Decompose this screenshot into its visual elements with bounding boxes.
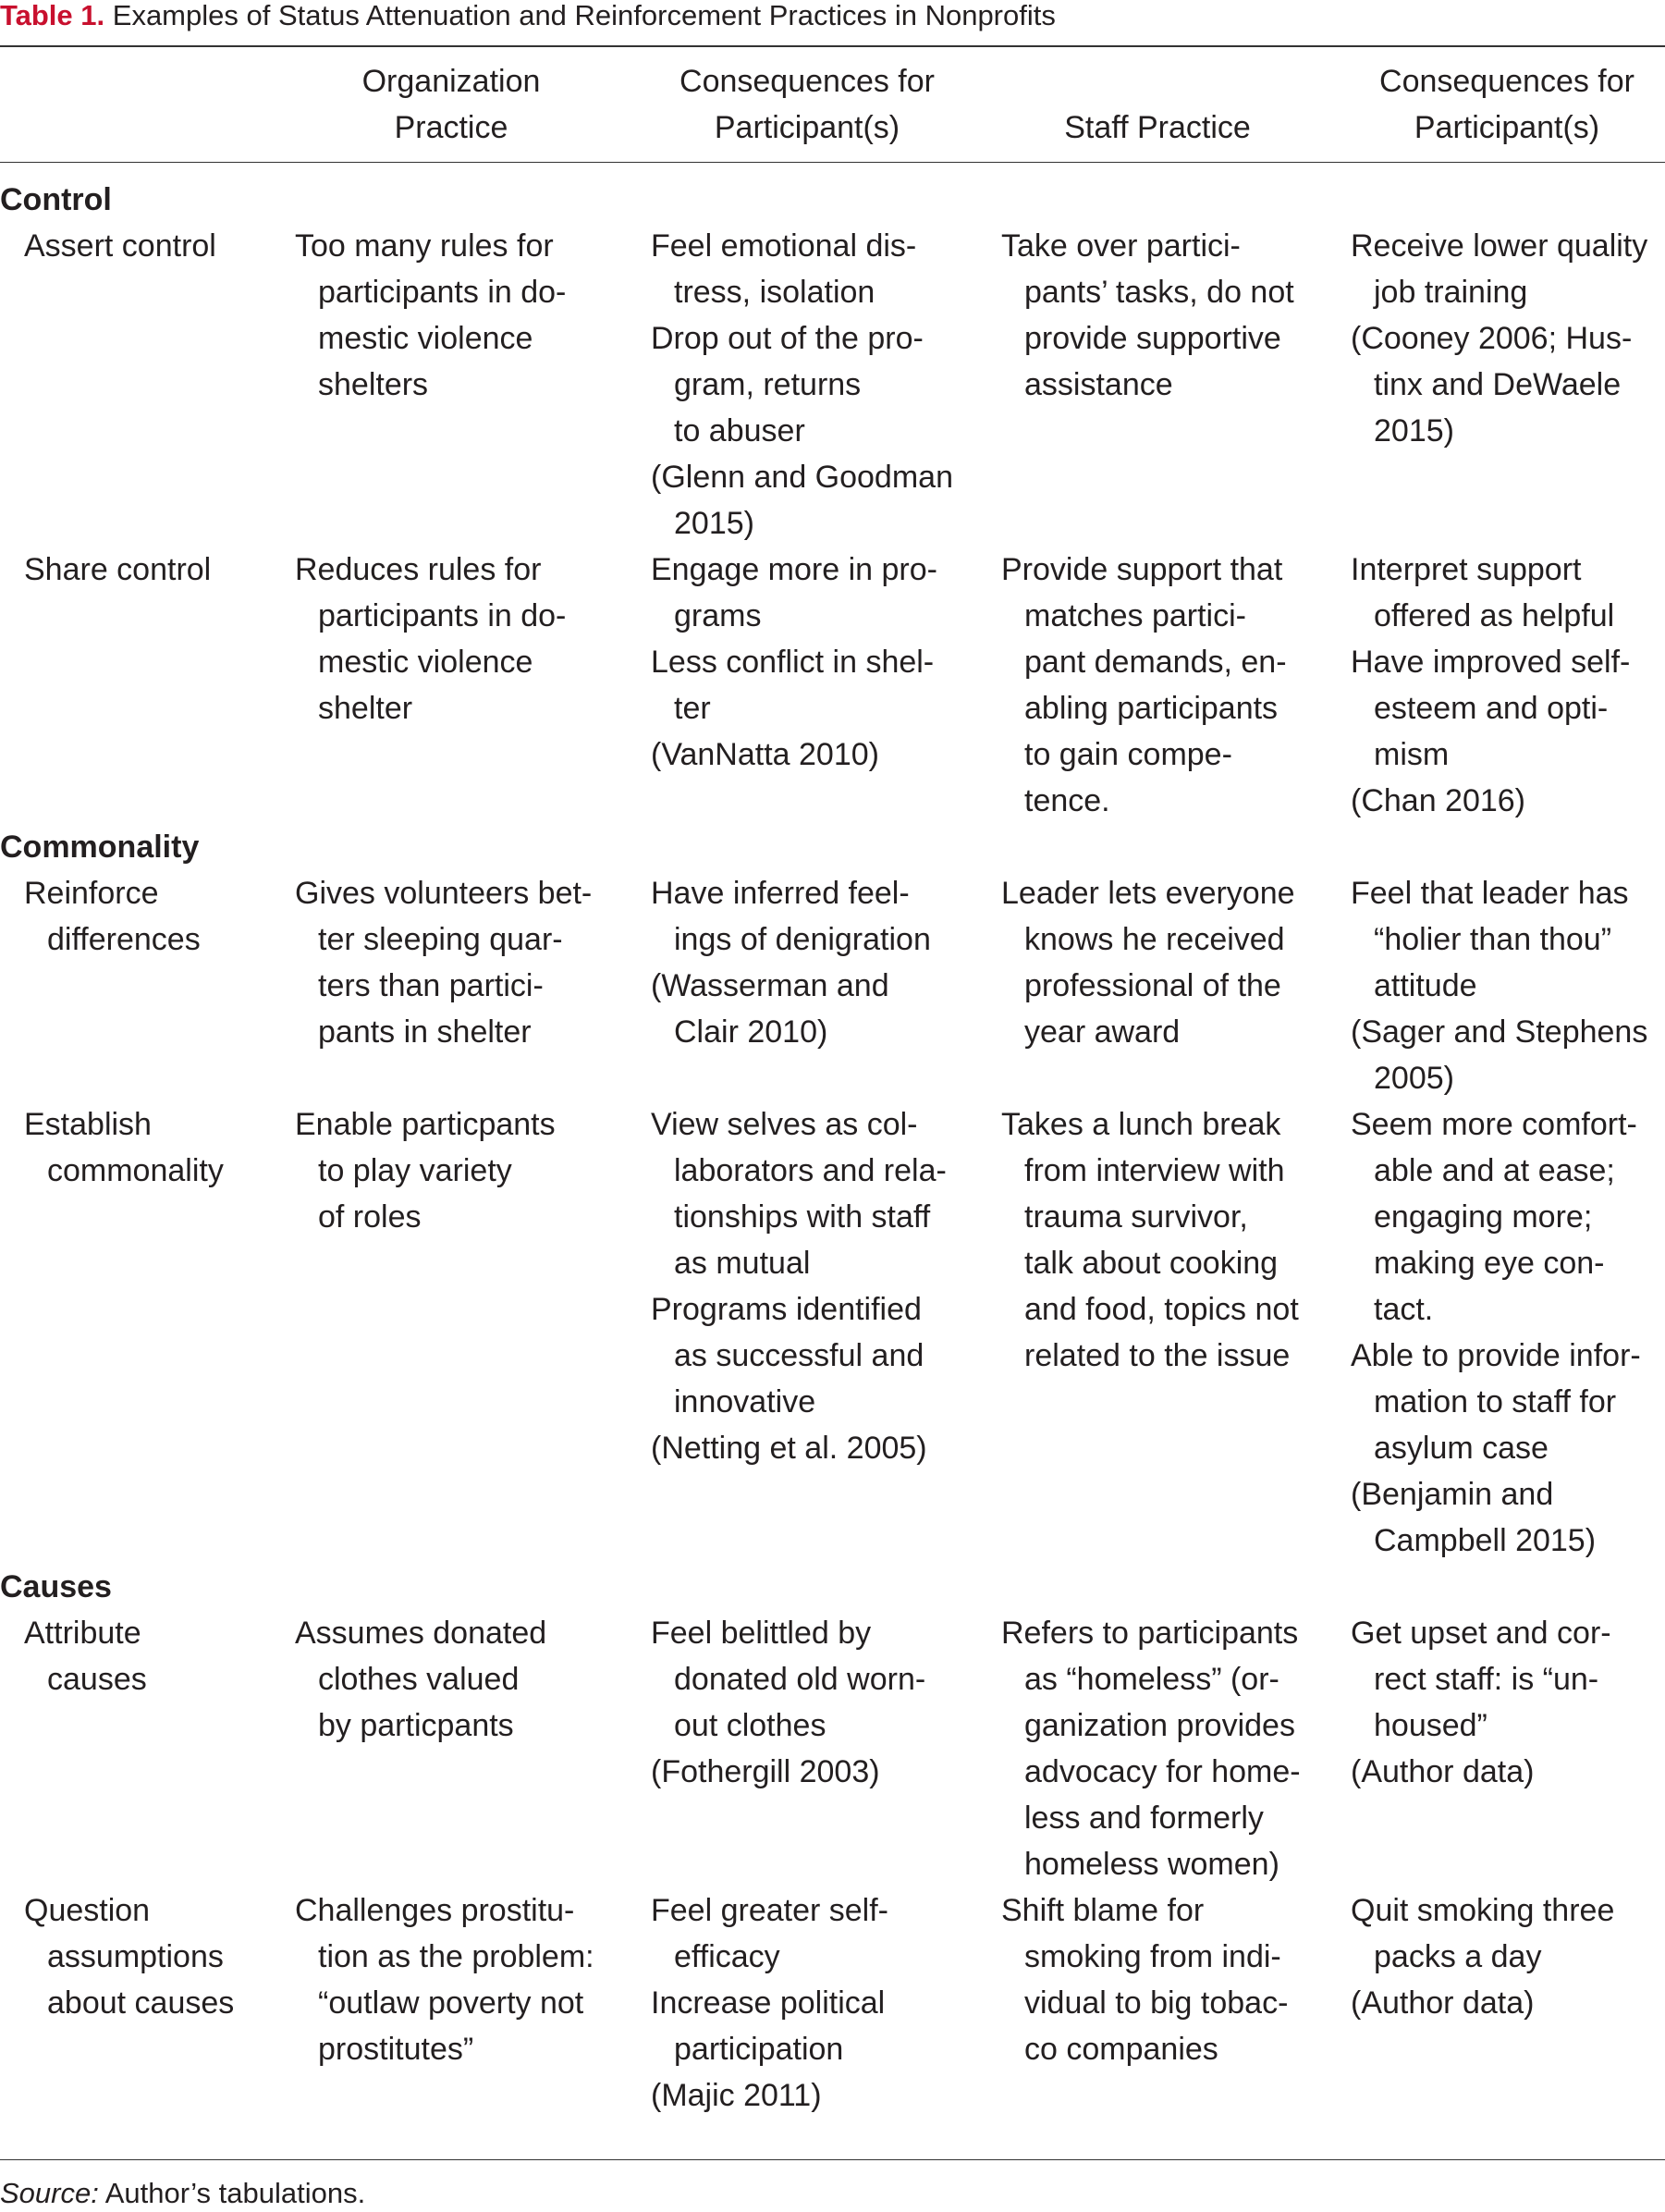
cell-line: offered as helpful <box>1374 598 1615 633</box>
cell-line: (VanNatta 2010) <box>651 737 879 772</box>
cell-line: engaging more; <box>1374 1199 1593 1235</box>
consequences-b-cell <box>1351 547 1630 824</box>
cell-line: Feel greater self- <box>651 1893 888 1928</box>
cell-line: Shift blame for <box>1001 1893 1205 1928</box>
cell-line: to gain compe- <box>1024 737 1232 772</box>
cell-line: co companies <box>1024 2032 1218 2067</box>
cell-line: job training <box>1374 275 1528 310</box>
cell-line: Gives volunteers bet- <box>295 876 593 911</box>
cell-line: 2005) <box>1374 1061 1454 1096</box>
cell-line: provide supportive <box>1024 321 1281 356</box>
cell-line: Receive lower quality <box>1351 228 1648 264</box>
cell-line: Enable particpants <box>295 1107 556 1142</box>
section-title: Causes <box>0 1569 112 1604</box>
section-title: Commonality <box>0 830 200 865</box>
cell-line: (Fothergill 2003) <box>651 1754 880 1789</box>
cell-line: Have improved self- <box>1351 645 1631 680</box>
consequences-b-cell <box>1351 870 1647 1101</box>
header-staff-practice <box>1064 104 1251 151</box>
cell-line: Assert control <box>24 228 216 264</box>
cell-line: Question <box>24 1893 151 1928</box>
cell-line: smoking from indi- <box>1024 1939 1281 1974</box>
cell-line: Assumes donated <box>295 1616 547 1651</box>
cell-line: Increase political <box>651 1985 886 2021</box>
row-label-cell <box>24 223 216 269</box>
cell-line: laborators and rela- <box>674 1153 947 1188</box>
cell-line: talk about cooking <box>1024 1246 1279 1281</box>
row-label-cell <box>24 1610 147 1702</box>
cell-line: efficacy <box>674 1939 780 1974</box>
row-label-cell <box>24 547 211 593</box>
cell-line: ter <box>674 691 711 726</box>
cell-line: Reinforce <box>24 876 159 911</box>
cell-line: mestic violence <box>318 645 533 680</box>
header-consequences-b <box>1379 58 1634 151</box>
cell-line: homeless women) <box>1024 1847 1279 1882</box>
cell-line: prostitutes” <box>318 2032 474 2067</box>
cell-line: related to the issue <box>1024 1338 1291 1373</box>
cell-line: Clair 2010) <box>674 1014 828 1050</box>
cell-line: participants in do- <box>318 598 567 633</box>
cell-line: Share control <box>24 552 212 587</box>
cell-line: able and at ease; <box>1374 1153 1615 1188</box>
cell-line: ters than partici- <box>318 968 544 1003</box>
cell-line: asylum case <box>1374 1431 1549 1466</box>
staff-practice-cell <box>1001 1101 1299 1379</box>
cell-line: Able to provide infor- <box>1351 1338 1641 1373</box>
staff-practice-cell <box>1001 223 1294 408</box>
row-label-cell <box>24 1101 224 1194</box>
cell-line: professional of the <box>1024 968 1281 1003</box>
cell-line: (Author data) <box>1351 1754 1535 1789</box>
cell-line: participants in do- <box>318 275 567 310</box>
organization-practice-cell <box>295 1887 594 2072</box>
cell-line: Attribute <box>24 1616 141 1651</box>
cell-line: (Chan 2016) <box>1351 783 1526 818</box>
cell-line: differences <box>47 922 201 957</box>
consequences-a-cell <box>651 870 931 1055</box>
cell-line: assistance <box>1024 367 1173 402</box>
cell-line: shelters <box>318 367 429 402</box>
cell-line: Seem more comfort- <box>1351 1107 1637 1142</box>
cell-line: (Glenn and Goodman <box>651 460 953 495</box>
cell-line: (Sager and Stephens <box>1351 1014 1648 1050</box>
row-label-cell <box>24 1887 234 2026</box>
cell-line: Quit smoking three <box>1351 1893 1615 1928</box>
cell-line: Get upset and cor- <box>1351 1616 1611 1651</box>
staff-practice-cell <box>1001 547 1287 824</box>
cell-line: packs a day <box>1374 1939 1542 1974</box>
cell-line: Interpret support <box>1351 552 1582 587</box>
cell-line: tion as the problem: <box>318 1939 594 1974</box>
cell-line: year award <box>1024 1014 1181 1050</box>
cell-line: as “homeless” (or- <box>1024 1662 1279 1697</box>
cell-line: less and formerly <box>1024 1800 1264 1836</box>
cell-line: innovative <box>674 1384 816 1419</box>
cell-line: to abuser <box>674 413 805 449</box>
header-organization-practice <box>362 58 541 151</box>
consequences-b-cell <box>1351 1887 1614 2026</box>
consequences-a-cell <box>651 547 937 778</box>
header-line: Staff Practice <box>1064 110 1251 145</box>
cell-line: Engage more in pro- <box>651 552 937 587</box>
cell-line: tinx and DeWaele <box>1374 367 1622 402</box>
cell-line: View selves as col- <box>651 1107 918 1142</box>
cell-line: (Majic 2011) <box>651 2078 822 2113</box>
cell-line: (Netting et al. 2005) <box>651 1431 927 1466</box>
cell-line: tence. <box>1024 783 1110 818</box>
cell-line: as mutual <box>674 1246 811 1281</box>
cell-line: trauma survivor, <box>1024 1199 1248 1235</box>
organization-practice-cell <box>295 223 566 408</box>
cell-line: shelter <box>318 691 413 726</box>
header-line: Organization <box>361 64 541 99</box>
cell-line: 2015) <box>1374 413 1454 449</box>
consequences-a-cell <box>651 1887 888 2119</box>
header-rule <box>0 162 1665 163</box>
cell-line: by particpants <box>318 1708 514 1743</box>
cell-line: grams <box>674 598 762 633</box>
header-line: Consequences for <box>1379 64 1634 99</box>
organization-practice-cell <box>295 1101 556 1240</box>
cell-line: tact. <box>1374 1292 1434 1327</box>
cell-line: pant demands, en- <box>1024 645 1287 680</box>
cell-line: donated old worn- <box>674 1662 926 1697</box>
source-text: Author’s tabulations. <box>98 2177 366 2209</box>
staff-practice-cell <box>1001 1887 1288 2072</box>
cell-line: mestic violence <box>318 321 533 356</box>
consequences-b-cell <box>1351 1610 1611 1795</box>
top-rule <box>0 45 1665 47</box>
header-line: Consequences for <box>679 64 935 99</box>
cell-line: and food, topics not <box>1024 1292 1299 1327</box>
cell-line: “outlaw poverty not <box>318 1985 584 2021</box>
row-label-cell <box>24 870 201 963</box>
section-title: Control <box>0 182 112 217</box>
cell-line: abling participants <box>1024 691 1279 726</box>
organization-practice-cell <box>295 1610 546 1749</box>
cell-line: esteem and opti- <box>1374 691 1609 726</box>
cell-line: Programs identified <box>651 1292 922 1327</box>
header-line: Participant(s) <box>1414 110 1600 145</box>
cell-line: (Cooney 2006; Hus- <box>1351 321 1633 356</box>
source-label: Source: <box>0 2177 99 2209</box>
cell-line: participation <box>674 2032 844 2067</box>
cell-line: ter sleeping quar- <box>318 922 563 957</box>
cell-line: assumptions <box>47 1939 224 1974</box>
cell-line: about causes <box>47 1985 235 2021</box>
cell-line: pants’ tasks, do not <box>1024 275 1294 310</box>
cell-line: vidual to big tobac- <box>1024 1985 1289 2021</box>
cell-line: making eye con- <box>1374 1246 1605 1281</box>
consequences-b-cell <box>1351 223 1647 454</box>
cell-line: (Benjamin and <box>1351 1477 1554 1512</box>
table-label: Table 1. <box>0 0 105 31</box>
cell-line: Takes a lunch break <box>1001 1107 1281 1142</box>
cell-line: advocacy for home- <box>1024 1754 1301 1789</box>
cell-line: Campbell 2015) <box>1374 1523 1597 1558</box>
header-line: Practice <box>394 110 508 145</box>
cell-line: 2015) <box>674 506 754 541</box>
cell-line: tress, isolation <box>674 275 875 310</box>
source-note <box>0 2175 365 2212</box>
cell-line: Feel that leader has <box>1351 876 1629 911</box>
cell-line: clothes valued <box>318 1662 520 1697</box>
consequences-b-cell <box>1351 1101 1641 1564</box>
cell-line: Refers to participants <box>1001 1616 1299 1651</box>
cell-line: Feel belittled by <box>651 1616 872 1651</box>
staff-practice-cell <box>1001 870 1295 1055</box>
cell-line: tionships with staff <box>674 1199 931 1235</box>
cell-line: gram, returns <box>674 367 862 402</box>
consequences-a-cell <box>651 1610 925 1795</box>
consequences-a-cell <box>651 1101 947 1471</box>
bottom-rule <box>0 2159 1665 2160</box>
cell-line: mism <box>1374 737 1450 772</box>
cell-line: Drop out of the pro- <box>651 321 924 356</box>
cell-line: matches partici- <box>1024 598 1246 633</box>
header-consequences-a <box>679 58 935 151</box>
cell-line: Take over partici- <box>1001 228 1241 264</box>
cell-line: rect staff: is “un- <box>1374 1662 1599 1697</box>
cell-line: Leader lets everyone <box>1001 876 1295 911</box>
cell-line: of roles <box>318 1199 422 1235</box>
cell-line: mation to staff for <box>1374 1384 1617 1419</box>
table-title: Examples of Status Attenuation and Reinforcement Practices in Nonprofits <box>112 0 1056 31</box>
cell-line: Provide support that <box>1001 552 1283 587</box>
cell-line: (Author data) <box>1351 1985 1535 2021</box>
table-caption <box>0 0 1056 37</box>
cell-line: Feel emotional dis- <box>651 228 917 264</box>
cell-line: causes <box>47 1662 147 1697</box>
staff-practice-cell <box>1001 1610 1301 1887</box>
cell-line: Have inferred feel- <box>651 876 910 911</box>
cell-line: housed” <box>1374 1708 1487 1743</box>
cell-line: ganization provides <box>1024 1708 1295 1743</box>
cell-line: attitude <box>1374 968 1477 1003</box>
cell-line: Establish <box>24 1107 152 1142</box>
organization-practice-cell <box>295 870 592 1055</box>
cell-line: to play variety <box>318 1153 512 1188</box>
cell-line: pants in shelter <box>318 1014 532 1050</box>
consequences-a-cell <box>651 223 953 547</box>
cell-line: Less conflict in shel- <box>651 645 935 680</box>
cell-line: Challenges prostitu- <box>295 1893 575 1928</box>
cell-line: as successful and <box>674 1338 924 1373</box>
cell-line: commonality <box>47 1153 224 1188</box>
cell-line: out clothes <box>674 1708 826 1743</box>
organization-practice-cell <box>295 547 566 731</box>
cell-line: Reduces rules for <box>295 552 542 587</box>
cell-line: knows he received <box>1024 922 1285 957</box>
cell-line: from interview with <box>1024 1153 1285 1188</box>
cell-line: (Wasserman and <box>651 968 889 1003</box>
cell-line: Too many rules for <box>295 228 554 264</box>
cell-line: “holier than thou” <box>1374 922 1612 957</box>
header-line: Participant(s) <box>714 110 900 145</box>
cell-line: ings of denigration <box>674 922 931 957</box>
